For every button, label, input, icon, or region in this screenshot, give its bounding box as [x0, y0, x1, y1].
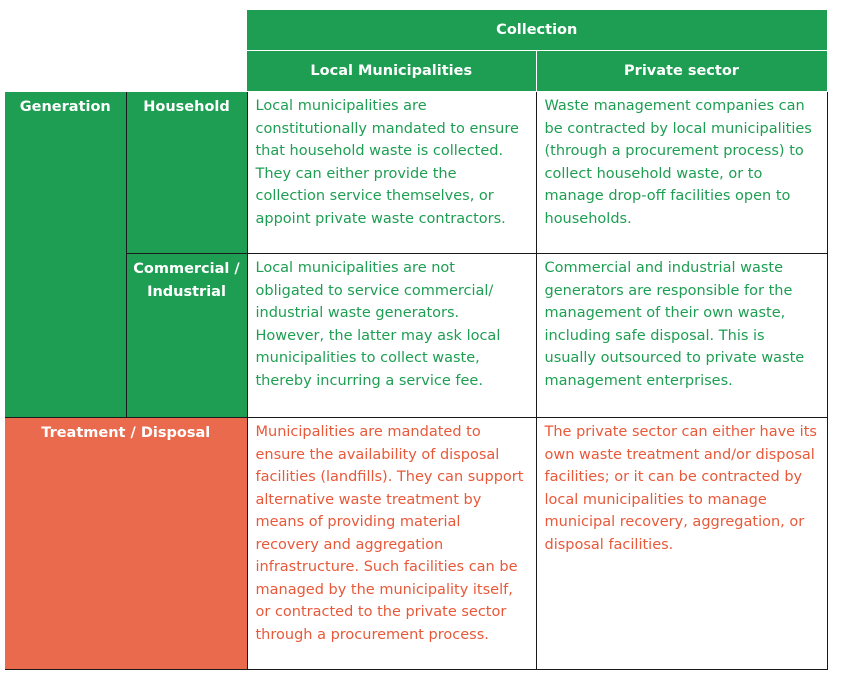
commercial-local-cell: Local municipalities are not obligated to service commercial/ industrial waste generators. However, the latter may ask local municipalities to collect waste, thereby incurring a service fee. [247, 254, 536, 418]
generation-label: Generation [5, 92, 126, 418]
corner-blank [5, 10, 126, 51]
corner-blank-3 [5, 51, 126, 92]
treatment-private-cell: The private sector can either have its own waste treatment and/or disposal facilities; or it can be contracted by local municipalities to manage municipal recovery, aggregation, or disposal facilities. [536, 418, 827, 670]
waste-responsibility-table [5, 10, 828, 670]
household-private-cell: Waste management companies can be contracted by local municipalities (through a procurement process) to collect household waste, or to manage drop-off facilities open to households. [536, 92, 827, 254]
private-sector-header: Private sector [536, 51, 827, 92]
commercial-private-cell: Commercial and industrial waste generators are responsible for the management of their own waste, including safe disposal. This is usually outsourced to private waste management enterprises. [536, 254, 827, 418]
collection-header: Collection [247, 10, 827, 51]
commercial-industrial-label: Commercial / Industrial [126, 254, 247, 418]
corner-blank-4 [126, 51, 247, 92]
local-municipalities-header: Local Municipalities [247, 51, 536, 92]
household-local-cell: Local municipalities are constitutionally mandated to ensure that household waste is collected. They can either provide the collection service themselves, or appoint private waste contractors. [247, 92, 536, 254]
treatment-disposal-label: Treatment / Disposal [5, 418, 247, 670]
household-label: Household [126, 92, 247, 254]
treatment-local-cell: Municipalities are mandated to ensure the availability of disposal facilities (landfills). They can support alternative waste treatment by means of providing material recovery and aggregation infrastructure. Such facilities can be managed by the municipality itself, or contracted to the private sector through a procurement process. [247, 418, 536, 670]
corner-blank-2 [126, 10, 247, 51]
